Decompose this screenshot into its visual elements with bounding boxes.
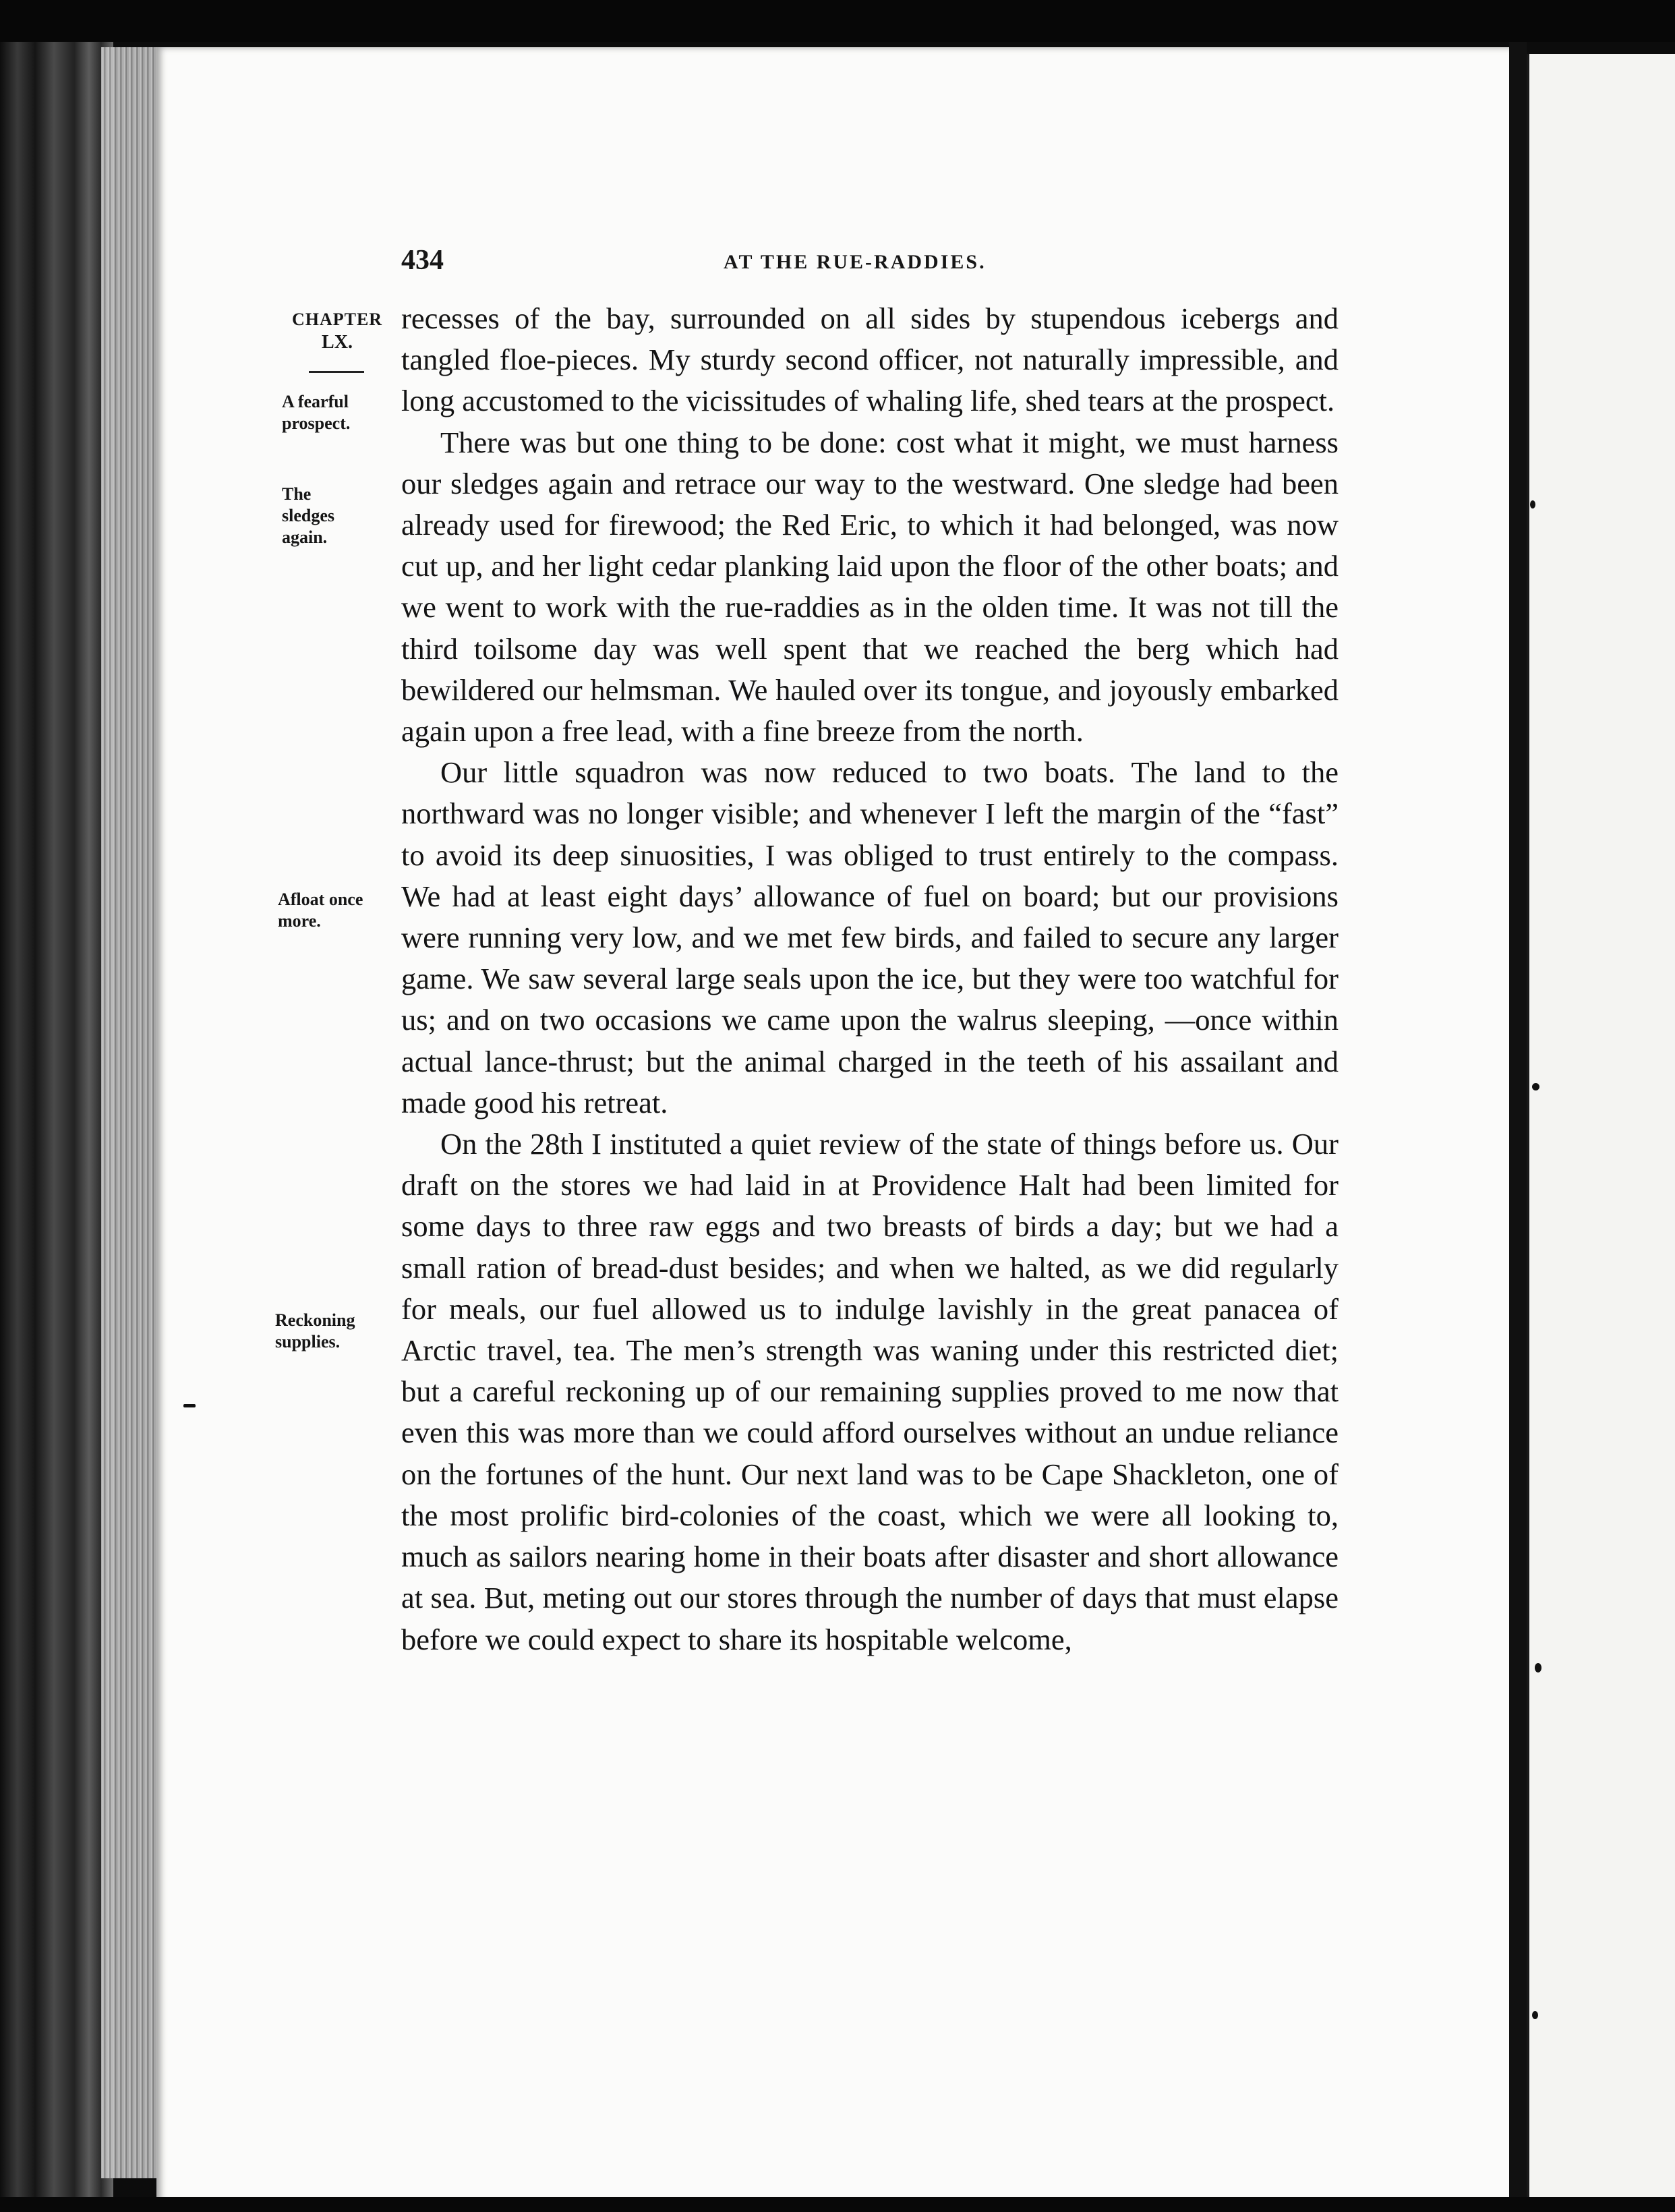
scan-border-top xyxy=(0,0,1675,42)
scan-speck xyxy=(183,1404,196,1407)
body-text xyxy=(401,298,1339,1660)
page-number: 434 xyxy=(401,245,444,276)
book-spine xyxy=(0,42,113,2212)
chapter-rule xyxy=(309,371,364,373)
paragraph: On the 28th I instituted a quiet review of the state of things before us. Our draft on the stores we had laid in at Providence Halt had been limited for some days to three raw eggs and two breasts of birds a day; but we had a small ration of bread-dust besides; and when we halted, as we did regularly for meals, our fuel allowed us to indulge lavishly in the great panacea of Arctic travel, tea. The men’s strength was waning under this restricted diet; but a careful reckoning up of our remaining supplies proved to me now that even this was more than we could afford ourselves without an undue reliance on the fortunes of the hunt. Our next land was to be Cape Shackleton, one of the most prolific bird-colonies of the coast, which we were all looking to, much as sailors nearing home in their boats after disaster and short allowance at sea. But, meting out our stores through the number of days that must elapse before we could expect to share its hospitable welcome, xyxy=(401,1127,1339,1656)
scan-speck xyxy=(1530,500,1535,508)
paragraph: There was but one thing to be done: cost what it might, we must harness our sledges again and retrace our way to the westward. One sledge had been already used for firewood; the Red Eric, to which it had belonged, was now cut up, and her light cedar planking laid upon the floor of the other boats; and we went to work with the rue-raddies as in the olden time. It was not till the third toilsome day was well spent that we reached the berg which had bewildered our helmsman. We hauled over its tongue, and joyously embarked again upon a free lead, with a fine breeze from the north. xyxy=(401,425,1339,749)
scan-border-bottom xyxy=(0,2197,1675,2212)
gutter-shadow xyxy=(1509,42,1527,2212)
chapter-number: LX. xyxy=(322,332,353,353)
running-title: AT THE RUE-RADDIES. xyxy=(724,251,987,273)
scan-speck xyxy=(1532,1083,1539,1090)
margin-note: Reckoning supplies. xyxy=(275,1310,355,1351)
scan-speck xyxy=(1535,1663,1541,1672)
chapter-label: CHAPTER xyxy=(291,310,383,329)
margin-note: A fearful prospect. xyxy=(282,392,351,433)
paragraph: Our little squadron was now reduced to two boats. The land to the northward was no longer visible; and whenever I left the margin of the “fast” to avoid its deep sinuosities, I was obliged to trust entirely to the compass. We had at least eight days’ allowance of fuel on board; but our provisions were running very low, and we met few birds, and failed to secure any larger game. We saw several large seals upon the ice, but they were too watchful for us; and on two occasions we came upon the walrus sleeping, —once within actual lance-thrust; but the animal charged in the teeth of his assailant and made good his retreat. xyxy=(401,755,1339,1119)
margin-note: The sledges again. xyxy=(282,484,334,547)
scan-speck xyxy=(1532,2011,1538,2019)
page-edges xyxy=(101,47,165,2178)
running-header xyxy=(401,244,1339,285)
paragraph: recesses of the bay, surrounded on all sides by stupendous icebergs and tangled floe-pieces. My sturdy second officer, not naturally impressible, and long accustomed to the vicissitudes of whaling life, shed tears at the prospect. xyxy=(401,301,1339,418)
facing-page-edge xyxy=(1527,54,1675,2212)
margin-note: Afloat once more. xyxy=(278,890,363,931)
